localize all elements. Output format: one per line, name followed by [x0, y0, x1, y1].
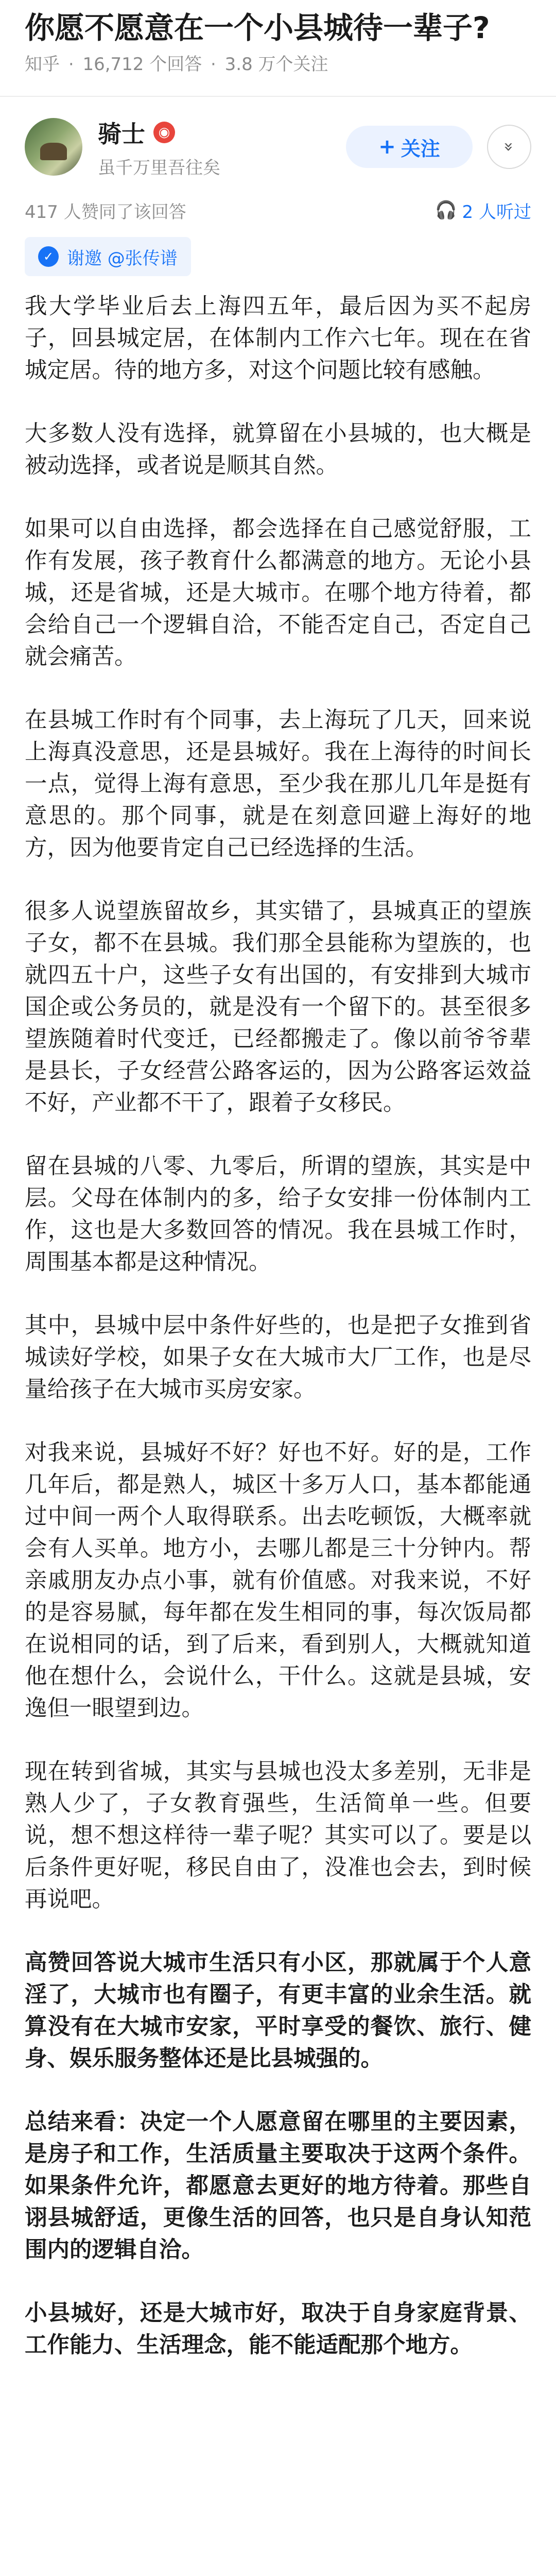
- headphone-icon: 🎧: [435, 200, 457, 221]
- answer-count[interactable]: 16,712 个回答: [82, 54, 202, 75]
- listen-count: 2 人听过: [462, 201, 531, 223]
- answer-content: [0, 291, 556, 2361]
- answer-paragraph: 现在转到省城，其实与县城也没太多差别，无非是熟人少了，子女教育强些，生活简单一些。但要说，想不想这样待一辈子呢？其实可以了。要是以后条件更好呢，移民自由了，没准也会去，到时候再说吧。: [25, 1759, 531, 1912]
- follow-button[interactable]: [346, 126, 473, 168]
- answer-paragraph: 留在县城的八零、九零后，所谓的望族，其实是中层。父母在体制内的多，给子女安排一份体制内工作，这也是大多数回答的情况。我在县城工作时，周围基本都是这种情况。: [25, 1154, 531, 1275]
- answer-paragraph-bold: 小县城好，还是大城市好，取决于自身家庭背景、工作能力、生活理念，能不能适配那个地方。: [25, 2300, 531, 2358]
- author-info: [98, 115, 346, 179]
- answer-paragraph: 其中，县城中层中条件好些的，也是把子女推到省城读好学校，如果子女在大城市大厂工作，也是尽量给孩子在大城市买房安家。: [25, 1313, 531, 1402]
- invite-text: 谢邀 @张传谱: [67, 248, 178, 269]
- answer-paragraph-bold: 总结来看：决定一个人愿意留在哪里的主要因素，是房子和工作，生活质量主要取决于这两个条件。如果条件允许，都愿意去更好的地方待着。那些自诩县城舒适，更像生活的回答，也只是自身认知范围内的逻辑自洽。: [25, 2109, 531, 2263]
- question-title[interactable]: 你愿不愿意在一个小县城待一辈子?: [25, 10, 490, 45]
- follow-label: 关注: [401, 137, 440, 160]
- invite-icon: ✓: [38, 246, 59, 267]
- expand-chevron-glyph: »: [499, 142, 519, 152]
- listen-button[interactable]: [435, 198, 531, 223]
- agree-row: [0, 195, 556, 226]
- agree-count: 417 人赞同了该回答: [25, 201, 186, 223]
- avatar[interactable]: [25, 118, 82, 176]
- answer-paragraph: 对我来说，县城好不好？好也不好。好的是，工作几年后，都是熟人，城区十多万人口，基本都能通过中间一两个人取得联系。出去吃顿饭，大概率就会有人买单。地方小，去哪儿都是三十分钟内。帮亲戚朋友办点小事，就有价值感。对我来说，不好的是容易腻，每年都在发生相同的事，每次饭局都在说相同的话，到了后来，看到别人，大概就知道他在想什么，会说什么，干什么。这就是县城，安逸但一眼望到边。: [25, 1440, 531, 1721]
- answer-paragraph: 大多数人没有选择，就算留在小县城的，也大概是被动选择，或者说是顺其自然。: [25, 421, 531, 479]
- author-row: [0, 97, 556, 183]
- plus-icon: +: [378, 135, 396, 159]
- author-bio: 虽千万里吾往矣: [98, 157, 220, 178]
- answer-paragraph: 在县城工作时有个同事，去上海玩了几天，回来说上海真没意思，还是县城好。我在上海待的时间长一点，觉得上海有意思，至少我在那儿几年是挺有意思的。那个同事，就是在刻意回避上海好的地方，因为他要肯定自己已经选择的生活。: [25, 707, 531, 861]
- answer-paragraph: 如果可以自由选择，都会选择在自己感觉舒服，工作有发展，孩子教育什么都满意的地方。无论小县城，还是省城，还是大城市。在哪个地方待着，都会给自己一个逻辑自洽，不能否定自己，否定自己就会痛苦。: [25, 516, 531, 670]
- medal-icon: ◉: [153, 122, 175, 143]
- expand-chevron-icon[interactable]: [487, 125, 531, 169]
- author-name-line: [98, 115, 346, 149]
- answer-paragraph: 我大学毕业后去上海四五年，最后因为买不起房子，回县城定居，在体制内工作六七年。现在在省城定居。待的地方多，对这个问题比较有感触。: [25, 294, 531, 383]
- meta-separator: ·: [211, 54, 216, 75]
- question-header: [0, 0, 556, 76]
- answer-paragraph-bold: 高赞回答说大城市生活只有小区，那就属于个人意淫了，大城市也有圈子，有更丰富的业余生活。就算没有在大城市安家，平时享受的餐饮、旅行、健身、娱乐服务整体还是比县城强的。: [25, 1950, 531, 2072]
- invite-chip[interactable]: [25, 237, 191, 276]
- source-label: 知乎: [25, 54, 60, 75]
- answer-paragraph: 很多人说望族留故乡，其实错了，县城真正的望族子女，都不在县城。我们那全县能称为望族的，也就四五十户，这些子女有出国的，有安排到大城市国企或公务员的，就是没有一个留下的。甚至很多望族随着时代变迁，已经都搬走了。像以前爷爷辈是县长，子女经营公路客运的，因为公路客运效益不好，产业都不干了，跟着子女移民。: [25, 899, 531, 1116]
- author-name[interactable]: 骑士: [98, 120, 145, 148]
- question-meta: [25, 53, 531, 76]
- meta-separator: ·: [68, 54, 74, 75]
- follower-count: 3.8 万个关注: [224, 54, 328, 75]
